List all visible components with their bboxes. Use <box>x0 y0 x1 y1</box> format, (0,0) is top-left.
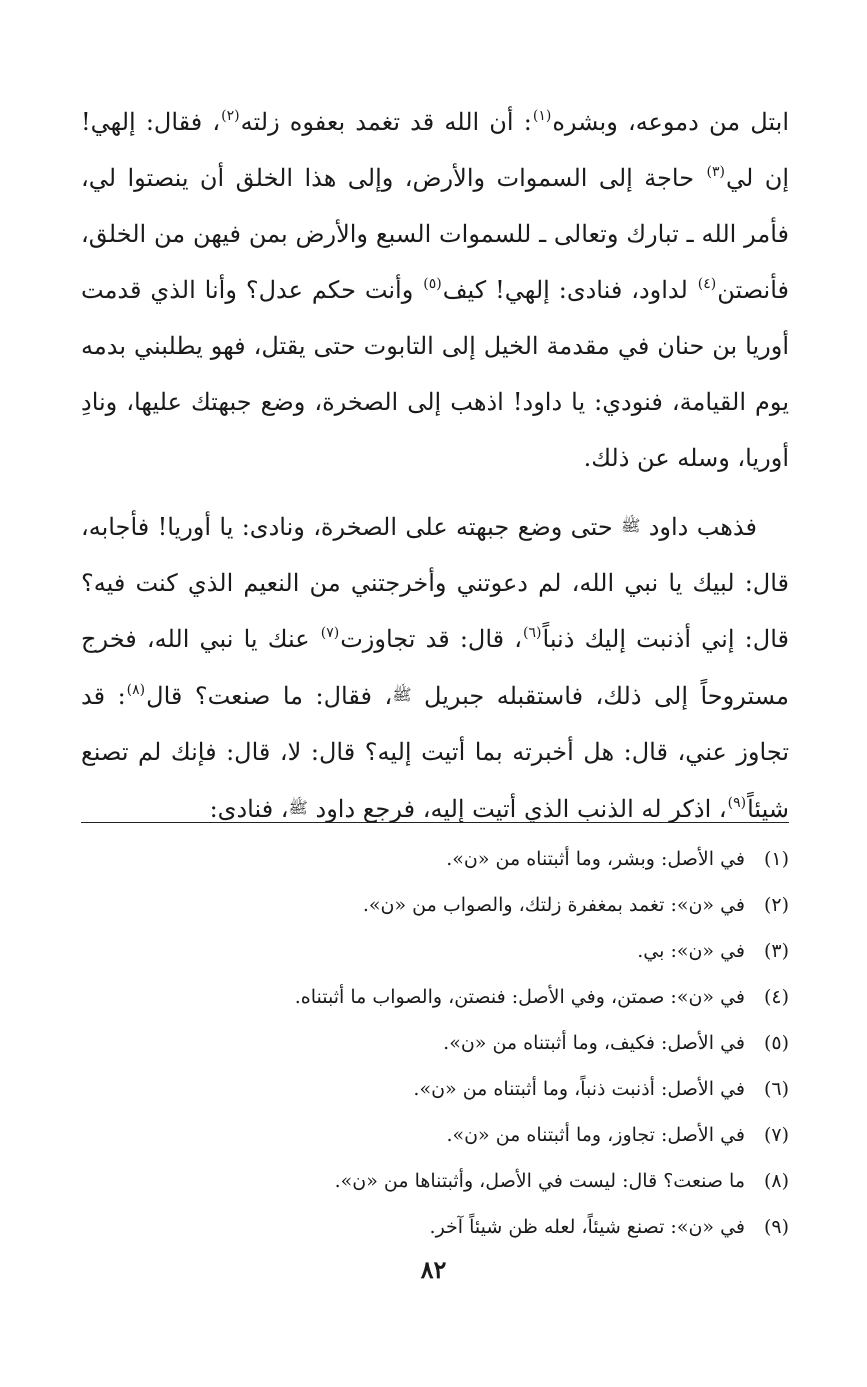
footnote-item <box>81 1158 789 1204</box>
footnote-number: (٢) <box>763 894 789 916</box>
footnote-ref-3[interactable]: (٣) <box>706 164 725 180</box>
footnote-ref-1[interactable]: (١) <box>532 108 552 124</box>
footnote-separator <box>81 822 789 823</box>
footnote-text: في الأصل: وبشر، وما أثبتناه من «ن». <box>446 848 745 870</box>
text-run: ، قال: قد تجاوزت <box>340 625 523 653</box>
footnote-item <box>81 1020 789 1066</box>
footnote-text: في الأصل: فكيف، وما أثبتناه من «ن». <box>443 1032 745 1054</box>
footnote-number: (٧) <box>763 1124 789 1146</box>
text-run: ، فقال: ما صنعت؟ قال <box>146 682 393 710</box>
text-run: لداود، فنادى: إلهي! كيف <box>442 276 697 304</box>
footnote-number: (٩) <box>763 1216 789 1238</box>
text-run: : قد تجاوز عني، قال: هل أخبرته بما أتيت إليه؟ قال: لا، قال: فإنك لم تصنع شيئاً <box>81 682 789 823</box>
footnote-number: (٦) <box>763 1078 789 1100</box>
text-run: عنك يا نبي الله، فخرج مستروحاً إلى ذلك، فاستقبله جبريل <box>81 625 789 710</box>
text-run: فذهب داود <box>640 513 757 541</box>
footnote-text: في «ن»: تغمد بمغفرة زلتك، والصواب من «ن». <box>362 894 745 916</box>
text-run: ابتل من دموعه، وبشره <box>552 108 789 136</box>
main-text <box>81 94 789 837</box>
footnote-text: في الأصل: تجاوز، وما أثبتناه من «ن». <box>446 1124 745 1146</box>
footnote-ref-9[interactable]: (٩) <box>727 795 747 811</box>
paragraph-2 <box>81 498 789 837</box>
footnote-item <box>81 1204 789 1250</box>
footnote-item <box>81 1066 789 1112</box>
footnote-ref-8[interactable]: (٨) <box>126 682 146 698</box>
paragraph-1 <box>81 94 789 486</box>
footnote-text: في «ن»: صمتن، وفي الأصل: فنصتن، والصواب ما أثبتناه. <box>294 986 745 1008</box>
text-run: وأنت حكم عدل؟ وأنا الذي قدمت أوريا بن حنان في مقدمة الخيل إلى التابوت حتى يقتل، فهو يطلبني بدمه يوم القيامة، فنودي: يا داود! اذهب إلى الصخرة، وضع جبهتك عليها، ونادِ أوريا، وسله عن ذلك. <box>81 276 789 472</box>
footnote-item <box>81 1112 789 1158</box>
footnote-number: (١) <box>763 848 789 870</box>
salla-icon: ﷺ <box>621 516 641 535</box>
text-run: : أن الله قد تغمد بعفوه زلته <box>240 108 532 136</box>
footnote-text: في الأصل: أذنبت ذنباً، وما أثبتناه من «ن». <box>413 1078 745 1100</box>
text-run: ، فقال: إلهي! إن لي <box>81 108 789 192</box>
footnote-ref-5[interactable]: (٥) <box>423 276 442 292</box>
footnote-ref-4[interactable]: (٤) <box>697 276 717 292</box>
footnotes-list <box>81 836 789 1250</box>
footnote-text: في «ن»: بي. <box>637 940 745 962</box>
footnote-item <box>81 928 789 974</box>
footnote-ref-7[interactable]: (٧) <box>320 625 340 641</box>
footnote-ref-6[interactable]: (٦) <box>523 625 542 641</box>
salla-icon: ﷺ <box>392 685 412 704</box>
text-run: ، اذكر له الذنب الذي أتيت إليه، فرجع داود <box>307 795 727 823</box>
footnote-number: (٤) <box>763 986 789 1008</box>
footnote-item <box>81 882 789 928</box>
page-number: ٨٢ <box>420 1255 447 1284</box>
footnote-number: (٣) <box>763 940 789 962</box>
footnote-text: في «ن»: تصنع شيئاً، لعله ظن شيئاً آخر. <box>429 1216 745 1238</box>
footnote-text: ما صنعت؟ قال: ليست في الأصل، وأثبتناها من «ن». <box>334 1170 745 1192</box>
salla-icon: ﷺ <box>288 798 308 817</box>
footnote-item <box>81 836 789 882</box>
text-run: حتى وضع جبهته على الصخرة، ونادى: يا أوريا! فأجابه، قال: لبيك يا نبي الله، لم دعوتني وأخرجتني من النعيم الذي كنت فيه؟ قال: إني أذنبت إليك ذنباً <box>81 513 789 653</box>
footnote-number: (٨) <box>763 1170 789 1192</box>
footnote-item <box>81 974 789 1020</box>
text-run: حاجة إلى السموات والأرض، وإلى هذا الخلق أن ينصتوا لي، فأمر الله ـ تبارك وتعالى ـ للسموات السبع والأرض بمن فيهن من الخلق، فأنصتن <box>81 164 789 304</box>
text-run: ، فنادى: <box>209 795 289 823</box>
footnote-ref-2[interactable]: (٢) <box>221 108 240 124</box>
footnote-number: (٥) <box>763 1032 789 1054</box>
